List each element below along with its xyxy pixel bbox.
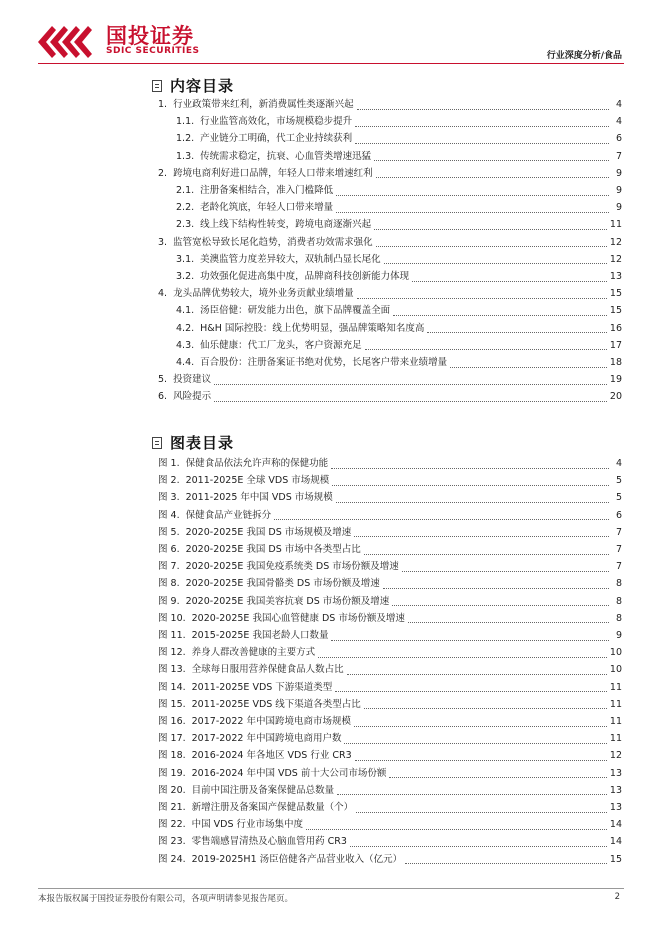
- toc-entry-title: 全球每日服用营养保健食品人数占比: [191, 664, 344, 676]
- toc-entry-title: 2020-2025E 我国免疫系统类 DS 市场份额及增速: [185, 561, 399, 573]
- dot-leader: [412, 272, 607, 282]
- brand-name-en: SDIC SECURITIES: [106, 46, 200, 56]
- toc-entry-number: 1.1.: [176, 116, 195, 128]
- toc-entry-number: 图 17.: [158, 733, 186, 745]
- toc-entry[interactable]: [158, 714, 622, 729]
- toc-entry[interactable]: [158, 594, 622, 609]
- footer-divider: [38, 888, 624, 889]
- toc-entry-number: 图 9.: [158, 595, 180, 607]
- toc-entry-number: 图 14.: [158, 681, 186, 693]
- toc-entry-number: 1.3.: [176, 150, 195, 162]
- dot-leader: [354, 527, 609, 537]
- toc-entry[interactable]: [158, 748, 622, 763]
- toc-entry-page: 10: [609, 647, 622, 659]
- toc-entry[interactable]: [158, 697, 622, 712]
- toc-entry-title: 行业政策带来红利，新消费属性类逐渐兴起: [173, 99, 354, 110]
- toc-entry[interactable]: [158, 662, 622, 677]
- toc-entry[interactable]: [158, 490, 622, 505]
- toc-entry-number: 图 12.: [158, 647, 186, 659]
- toc-entry-title: 产业链分工明确，代工企业持续获利: [200, 133, 353, 145]
- toc-entry-number: 图 7.: [158, 561, 180, 573]
- toc-entry-number: 图 10.: [158, 612, 186, 624]
- toc-entry[interactable]: [158, 783, 622, 798]
- toc-entry-title: 仙乐健康：代工厂龙头，客户资源充足: [200, 339, 362, 351]
- toc-entry-page: 7: [615, 150, 622, 162]
- toc-entry-number: 3.1.: [176, 253, 195, 265]
- toc-entry-title: 2017-2022 年中国跨境电商市场规模: [191, 716, 351, 727]
- toc-entry-number: 2.1.: [176, 185, 195, 196]
- toc-entry[interactable]: [176, 149, 622, 164]
- toc-entry-number: 4.1.: [176, 305, 195, 317]
- toc-entry[interactable]: [158, 576, 622, 591]
- toc-entry[interactable]: [158, 286, 622, 301]
- toc-entry-title: 注册备案相结合，准入门槛降低: [200, 185, 334, 196]
- toc-entry-page: 13: [609, 784, 622, 796]
- dot-leader: [405, 854, 607, 864]
- dot-leader: [337, 785, 607, 795]
- toc-entry-title: 2011-2025E 全球 VDS 市场规模: [185, 475, 330, 487]
- toc-entry[interactable]: [158, 372, 622, 387]
- toc-entry-page: 12: [609, 236, 622, 248]
- dot-leader: [274, 510, 609, 520]
- toc-entry[interactable]: [158, 611, 622, 626]
- toc-entry-number: 3.2.: [176, 271, 195, 282]
- toc-entry[interactable]: [158, 559, 622, 574]
- toc-entry-page: 5: [615, 492, 622, 504]
- toc-entry-number: 图 23.: [158, 836, 186, 848]
- toc-entry-page: 14: [609, 836, 622, 848]
- dot-leader: [393, 306, 607, 316]
- toc-entry[interactable]: [158, 628, 622, 643]
- toc-entry[interactable]: [158, 473, 622, 488]
- toc-entry-number: 1.2.: [176, 133, 195, 145]
- toc-entry-page: 7: [615, 526, 622, 538]
- dot-leader: [350, 837, 607, 847]
- figures-title-text: 图表目录: [170, 434, 235, 452]
- toc-entry-title: 行业监管高效化，市场规模稳步提升: [200, 116, 353, 128]
- toc-entry-title: 美澳监管力度差异较大，双轨制凸显长尾化: [200, 253, 381, 265]
- dot-leader: [389, 768, 607, 778]
- dot-leader: [336, 493, 609, 503]
- toc-entry-title: 跨境电商利好进口品牌，年轻人口带来增速红利: [173, 167, 373, 179]
- dot-leader: [306, 820, 607, 830]
- toc-entry[interactable]: [158, 389, 622, 404]
- dot-leader: [392, 596, 609, 606]
- header-divider: [38, 63, 624, 64]
- toc-entry-page: 7: [615, 561, 622, 573]
- toc-entry-title: H&H 国际控股：线上优势明显，强品牌策略知名度高: [200, 322, 425, 334]
- toc-entry[interactable]: [176, 200, 622, 215]
- toc-entry-number: 图 6.: [158, 544, 180, 555]
- dot-leader: [364, 545, 609, 555]
- dot-leader: [214, 392, 607, 402]
- dot-leader: [318, 648, 607, 658]
- dot-leader: [331, 459, 609, 469]
- toc-entry-title: 2020-2025E 我国骨骼类 DS 市场份额及增速: [185, 578, 380, 590]
- toc-entry-page: 9: [615, 185, 622, 196]
- toc-entry-title: 龙头品牌优势较大，境外业务贡献业绩增量: [173, 288, 354, 300]
- toc-entry-page: 10: [609, 664, 622, 676]
- toc-entry-page: 11: [609, 219, 622, 231]
- toc-entry-page: 14: [609, 819, 622, 831]
- toc-entry-number: 5.: [158, 374, 168, 386]
- toc-entry[interactable]: [158, 852, 622, 867]
- toc-entry-number: 1.: [158, 99, 168, 110]
- toc-entry-title: 2011-2025 年中国 VDS 市场规模: [185, 492, 333, 504]
- toc-entry-title: 保健食品产业链拆分: [185, 509, 272, 521]
- toc-entry-title: 中国 VDS 行业市场集中度: [191, 819, 304, 831]
- toc-entry-title: 保健食品依法允许声称的保健功能: [185, 458, 329, 469]
- toc-entry-number: 6.: [158, 391, 168, 403]
- toc-entry-page: 15: [609, 305, 622, 317]
- toc-entry-title: 2020-2025E 我国 DS 市场规模及增速: [185, 526, 352, 538]
- toc-entry[interactable]: [158, 456, 622, 471]
- toc-entry-title: 老龄化筑底，年轻人口带来增量: [200, 202, 334, 214]
- toc-entry-page: 8: [615, 612, 622, 624]
- dot-leader: [214, 375, 607, 385]
- toc-entry-number: 图 22.: [158, 819, 186, 831]
- toc-entry[interactable]: [176, 252, 622, 267]
- dot-leader: [336, 203, 609, 213]
- toc-entry-page: 12: [609, 253, 622, 265]
- toc-entry-page: 20: [609, 391, 622, 403]
- toc-entry-page: 16: [609, 322, 622, 334]
- dot-leader: [427, 323, 607, 333]
- toc-entry-page: 8: [615, 578, 622, 590]
- toc-entry[interactable]: [158, 834, 622, 849]
- toc-entry-title: 2011-2025E VDS 线下渠道各类型占比: [191, 698, 361, 710]
- dot-leader: [374, 151, 609, 161]
- toc-entry[interactable]: [176, 114, 622, 129]
- toc-entry-number: 图 15.: [158, 698, 186, 710]
- toc-entry-title: 传统需求稳定，抗衰、心血管类增速迅猛: [200, 150, 372, 162]
- toc-entry-number: 2.3.: [176, 219, 195, 231]
- toc-entry-number: 4.3.: [176, 339, 195, 351]
- toc-entry[interactable]: [176, 269, 622, 284]
- toc-entry-title: 2016-2024 年各地区 VDS 行业 CR3: [191, 750, 352, 762]
- toc-entry-page: 6: [615, 509, 622, 521]
- toc-entry-number: 2.2.: [176, 202, 195, 214]
- toc-entry-title: 2015-2025E 我国老龄人口数量: [191, 630, 329, 641]
- contents-title-text: 内容目录: [170, 77, 235, 95]
- toc-entry-page: 19: [609, 374, 622, 386]
- dot-leader: [374, 220, 607, 230]
- toc-entry-page: 8: [615, 595, 622, 607]
- toc-entry[interactable]: [158, 166, 622, 181]
- dot-leader: [402, 562, 609, 572]
- toc-entry-number: 图 24.: [158, 853, 186, 865]
- toc-entry-page: 18: [609, 357, 622, 368]
- toc-entry-number: 图 18.: [158, 750, 186, 762]
- toc-entry-title: 百合股份：注册备案证书绝对优势，长尾客户带来业绩增量: [200, 357, 448, 368]
- document-icon: [152, 80, 162, 92]
- toc-entry-title: 新增注册及备案国产保健品数量（个）: [191, 802, 354, 813]
- dot-leader: [356, 803, 607, 813]
- dot-leader: [354, 717, 607, 727]
- brand-name-cn: 国投证券: [106, 24, 194, 48]
- contents-title: [152, 75, 234, 96]
- page-header: [0, 0, 662, 70]
- toc-entry[interactable]: [158, 97, 622, 112]
- toc-entry-title: 线上线下结构性转变，跨境电商逐渐兴起: [200, 219, 372, 231]
- footer-disclaimer: 本报告版权属于国投证券股份有限公司，各项声明请参见报告尾页。: [38, 894, 294, 904]
- figures-title: [152, 432, 234, 453]
- dot-leader: [383, 579, 609, 589]
- toc-entry-page: 12: [609, 750, 622, 762]
- toc-entry[interactable]: [158, 508, 622, 523]
- dot-leader: [365, 340, 607, 350]
- toc-entry[interactable]: [158, 800, 622, 815]
- dot-leader: [335, 682, 607, 692]
- toc-entry-title: 2017-2022 年中国跨境电商用户数: [191, 733, 342, 745]
- dot-leader: [408, 613, 609, 623]
- toc-entry-number: 图 19.: [158, 767, 186, 779]
- toc-entry[interactable]: [176, 303, 622, 318]
- toc-entry-number: 图 8.: [158, 578, 180, 590]
- toc-entry-number: 图 13.: [158, 664, 186, 676]
- toc-entry-page: 4: [615, 458, 622, 469]
- toc-entry[interactable]: [176, 217, 622, 232]
- dot-leader: [355, 117, 609, 127]
- toc-entry-number: 图 11.: [158, 630, 186, 641]
- toc-entry[interactable]: [158, 731, 622, 746]
- dot-leader: [344, 734, 606, 744]
- toc-entry-page: 9: [615, 202, 622, 214]
- dot-leader: [450, 358, 607, 368]
- toc-entry-page: 11: [609, 716, 622, 727]
- toc-entry-title: 零售端感冒清热及心脑血管用药 CR3: [191, 836, 347, 848]
- toc-entry-page: 11: [609, 698, 622, 710]
- dot-leader: [357, 289, 607, 299]
- report-category: 行业深度分析/食品: [546, 51, 622, 61]
- toc-entry[interactable]: [158, 525, 622, 540]
- toc-entry-page: 9: [615, 167, 622, 179]
- dot-leader: [332, 476, 609, 486]
- dot-leader: [364, 699, 607, 709]
- toc-entry-number: 图 5.: [158, 526, 180, 538]
- toc-entry-title: 功效强化促进高集中度，品牌商科技创新能力体现: [200, 271, 410, 282]
- toc-entry-number: 图 2.: [158, 475, 180, 487]
- toc-entry[interactable]: [158, 235, 622, 250]
- toc-entry-number: 4.4.: [176, 357, 195, 368]
- dot-leader: [355, 134, 609, 144]
- toc-entry-title: 目前中国注册及备案保健品总数量: [191, 784, 335, 796]
- toc-entry-title: 养身人群改善健康的主要方式: [191, 647, 316, 659]
- brand-logo-icon: [38, 22, 102, 62]
- toc-entry-number: 图 21.: [158, 802, 186, 813]
- dot-leader: [336, 186, 609, 196]
- toc-entry-title: 2020-2025E 我国心血管健康 DS 市场份额及增速: [191, 612, 405, 624]
- toc-entry-page: 4: [615, 99, 622, 110]
- toc-entry-number: 3.: [158, 236, 168, 248]
- toc-entry[interactable]: [176, 355, 622, 370]
- toc-entry-number: 图 16.: [158, 716, 186, 727]
- toc-entry[interactable]: [158, 817, 622, 832]
- toc-entry[interactable]: [158, 645, 622, 660]
- dot-leader: [376, 168, 609, 178]
- toc-entry-page: 15: [609, 288, 622, 300]
- toc-entry-title: 风险提示: [173, 391, 212, 403]
- toc-entry-page: 11: [609, 681, 622, 693]
- toc-entry[interactable]: [176, 321, 622, 336]
- toc-entry-number: 4.: [158, 288, 168, 300]
- toc-entry-page: 9: [615, 630, 622, 641]
- toc-entry-title: 2020-2025E 我国美容抗衰 DS 市场份额及增速: [185, 595, 390, 607]
- toc-entry[interactable]: [176, 131, 622, 146]
- toc-entry-page: 13: [609, 802, 622, 813]
- toc-entry[interactable]: [176, 338, 622, 353]
- toc-entry-page: 7: [615, 544, 622, 555]
- page-number: 2: [614, 892, 620, 902]
- toc-entry-page: 15: [609, 853, 622, 865]
- dot-leader: [357, 100, 609, 110]
- toc-entry[interactable]: [158, 680, 622, 695]
- toc-entry-page: 11: [609, 733, 622, 745]
- toc-entry-number: 图 20.: [158, 784, 186, 796]
- toc-entry-title: 汤臣倍健：研发能力出色，旗下品牌覆盖全面: [200, 305, 391, 317]
- toc-entry-number: 图 3.: [158, 492, 180, 504]
- dot-leader: [331, 631, 609, 641]
- toc-entry-number: 图 1.: [158, 458, 180, 469]
- toc-entry[interactable]: [158, 542, 622, 557]
- dot-leader: [384, 254, 607, 264]
- toc-entry-title: 监管宽松导致长尾化趋势，消费者功效需求强化: [173, 236, 373, 248]
- toc-entry[interactable]: [176, 183, 622, 198]
- dot-leader: [376, 237, 607, 247]
- toc-entry-page: 4: [615, 116, 622, 128]
- document-icon: [152, 437, 162, 449]
- dot-leader: [355, 751, 607, 761]
- toc-entry-number: 4.2.: [176, 322, 195, 334]
- toc-entry-title: 2016-2024 年中国 VDS 前十大公司市场份额: [191, 767, 387, 779]
- toc-entry-page: 13: [609, 271, 622, 282]
- toc-entry-page: 6: [615, 133, 622, 145]
- toc-entry-page: 13: [609, 767, 622, 779]
- dot-leader: [347, 665, 607, 675]
- toc-entry-title: 2020-2025E 我国 DS 市场中各类型占比: [185, 544, 361, 555]
- toc-entry-number: 图 4.: [158, 509, 180, 521]
- toc-entry[interactable]: [158, 766, 622, 781]
- brand-logo: [38, 22, 238, 62]
- toc-entry-number: 2.: [158, 167, 168, 179]
- toc-entry-title: 2011-2025E VDS 下游渠道类型: [191, 681, 333, 693]
- toc-entry-page: 17: [609, 339, 622, 351]
- toc-entry-title: 投资建议: [173, 374, 212, 386]
- toc-entry-page: 5: [615, 475, 622, 487]
- toc-entry-title: 2019-2025H1 汤臣倍健各产品营业收入（亿元）: [191, 853, 403, 865]
